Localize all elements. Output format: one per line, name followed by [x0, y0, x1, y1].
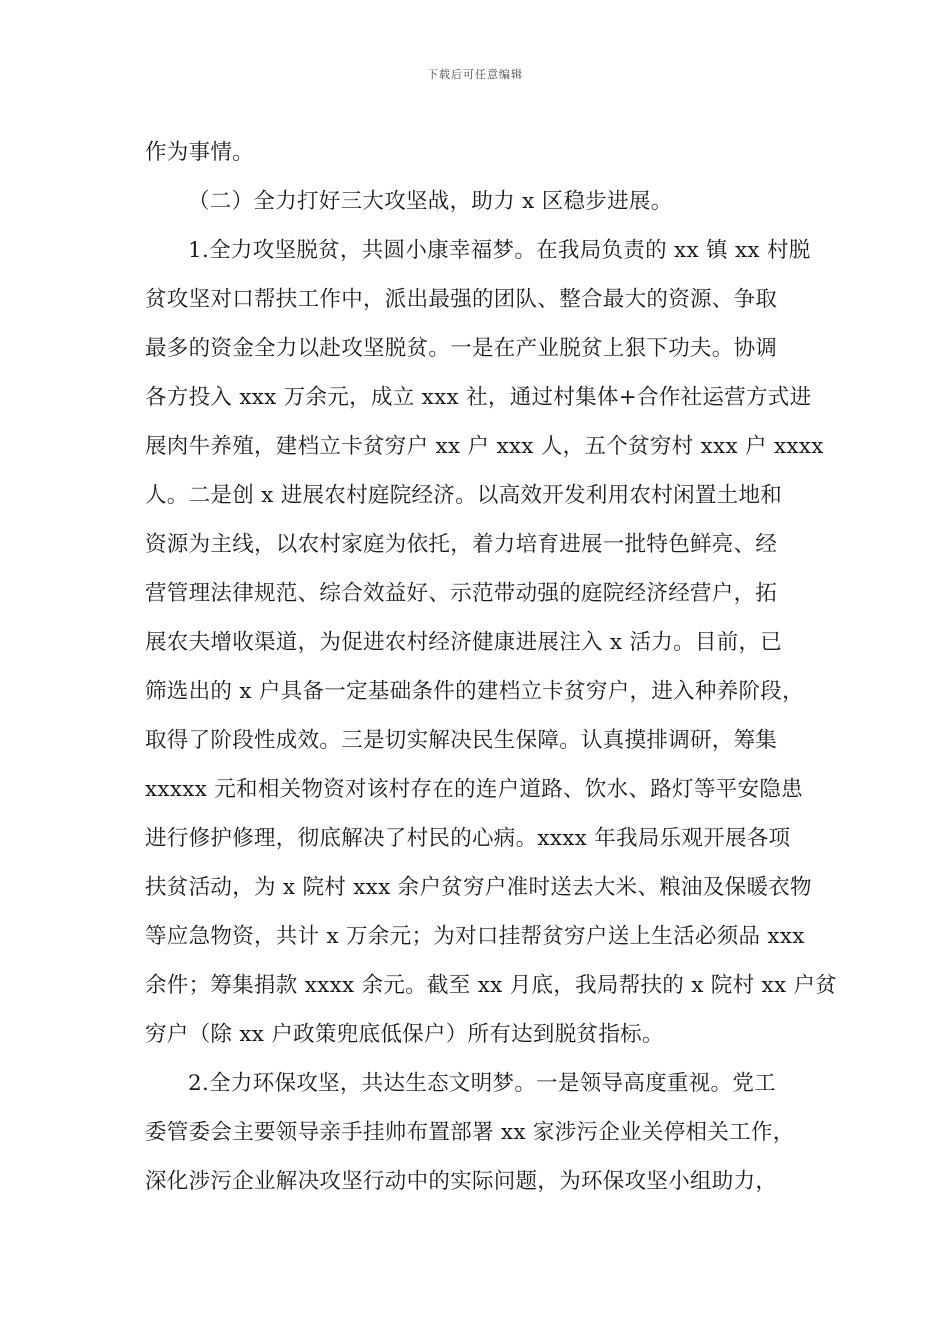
text-line: 最多的资金全力以赴攻坚脱贫。一是在产业脱贫上狠下功夫。协调 [145, 336, 778, 361]
text-line: 作为事情。 [145, 140, 255, 165]
text-line: （二）全力打好三大攻坚战，助力 x 区稳步进展。 [188, 189, 673, 214]
text-line: 人。二是创 x 进展农村庭院经济。以高效开发利用农村闲置土地和 [145, 483, 783, 508]
text-line: 展农夫增收渠道，为促进农村经济健康进展注入 x 活力。目前，已 [145, 630, 783, 655]
text-line: xxxxx 元和相关物资对该村存在的连户道路、饮水、路灯等平安隐患 [145, 777, 803, 802]
page-header: 下载后可任意编辑 [427, 68, 523, 81]
text-line: 筛选出的 x 户具备一定基础条件的建档立卡贫穷户，进入种养阶段， [145, 679, 804, 704]
text-line: 余件；筹集捐款 xxxx 余元。截至 xx 月底，我局帮扶的 x 院村 xx 户贫 [145, 973, 838, 998]
text-line: 资源为主线，以农村家庭为依托，着力培育进展一批特色鲜亮、经 [145, 532, 778, 557]
text-line: 展肉牛养殖，建档立卡贫穷户 xx 户 xxx 人，五个贫穷村 xxx 户 xxxx [145, 434, 824, 459]
text-line: 等应急物资，共计 x 万余元；为对口挂帮贫穷户送上生活必须品 xxx [145, 924, 805, 949]
text-line: 各方投入 xxx 万余元，成立 xxx 社，通过村集体+合作社运营方式进 [145, 385, 812, 410]
text-line: 1.全力攻坚脱贫，共圆小康幸福梦。在我局负责的 xx 镇 xx 村脱 [188, 238, 811, 263]
text-line: 进行修护修理，彻底解决了村民的心病。xxxx 年我局乐观开展各项 [145, 826, 791, 851]
text-line: 穷户（除 xx 户政策兜底低保户）所有达到脱贫指标。 [145, 1022, 664, 1047]
text-line: 贫攻坚对口帮扶工作中，派出最强的团队、整合最大的资源、争取 [145, 287, 778, 312]
text-line: 深化涉污企业解决攻坚行动中的实际问题，为环保攻坚小组助力， [145, 1169, 778, 1194]
text-line: 2.全力环保攻坚，共达生态文明梦。一是领导高度重视。党工 [188, 1071, 776, 1096]
text-line: 扶贫活动，为 x 院村 xxx 余户贫穷户准时送去大米、粮油及保暖衣物 [145, 875, 812, 900]
text-line: 委管委会主要领导亲手挂帅布置部署 xx 家涉污企业关停相关工作， [145, 1120, 795, 1145]
text-line: 营管理法律规范、综合效益好、示范带动强的庭院经济经营户，拓 [145, 581, 778, 606]
text-line: 取得了阶段性成效。三是切实解决民生保障。认真摸排调研，筹集 [145, 728, 778, 753]
document-body [145, 128, 838, 1206]
